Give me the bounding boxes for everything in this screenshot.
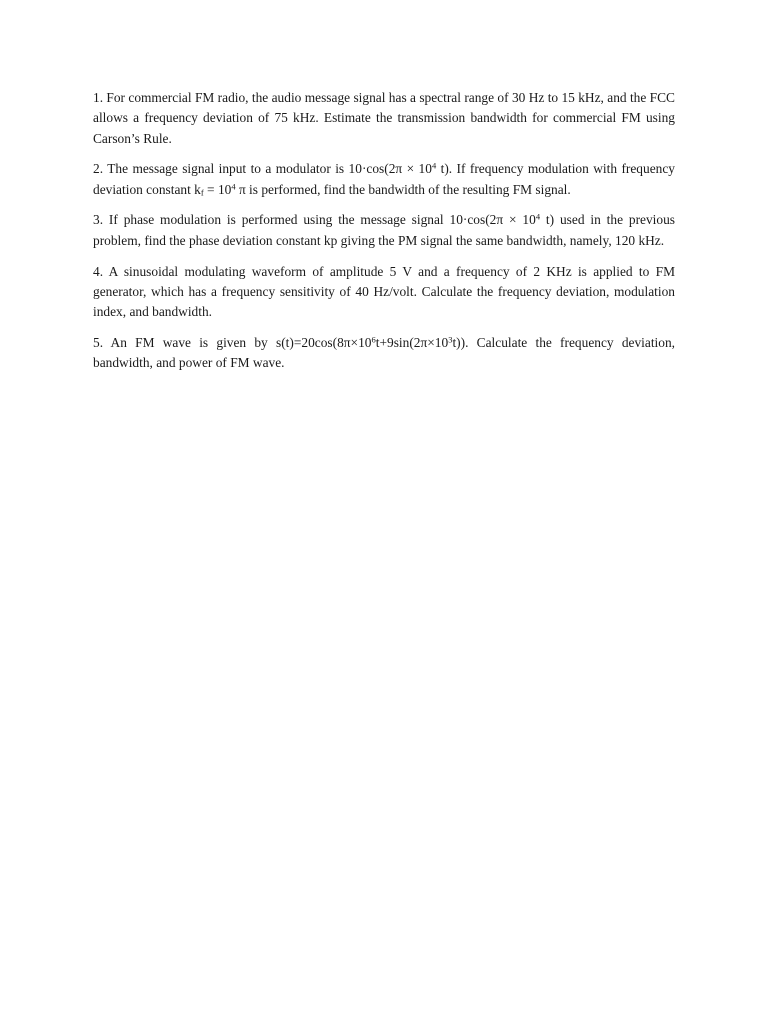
problem-list bbox=[93, 88, 675, 384]
problem-4: 4. A sinusoidal modulating waveform of amplitude 5 V and a frequency of 2 KHz is applied to FM generator, which has a frequency sensitivity of 40 Hz/volt. Calculate the frequency deviation, modulation index, and bandwidth. bbox=[93, 263, 675, 320]
problem-1: 1. For commercial FM radio, the audio message signal has a spectral range of 30 Hz to 15 kHz, and the FCC allows a frequency deviation of 75 kHz. Estimate the transmission bandwidth for commercial FM using Carson’s Rule. bbox=[93, 90, 675, 146]
problem-5: 5. An FM wave is given by $s(t)=20\cos(8\pi\times 10^6t+9\sin(2\pi\times 10^3t))$. Calculate the frequency deviation, bandwidth, and power of FM wave. bbox=[93, 334, 676, 371]
problem-2: 2. The message signal input to a modulator is $10\cdot\cos(2\pi \times 10^4$ t). If frequency modulation with frequency deviation constant $k_f = 10^4$ π is performed, find the bandwidth of the resulting FM signal. bbox=[93, 160, 675, 198]
problem-3: 3. If phase modulation is performed using the message signal $10\cdot\cos(2\pi \times 10^4$ t) used in the previous problem, find the phase deviation constant kp giving the PM signal the same bandwidth, namely, 120 kHz. bbox=[93, 211, 675, 248]
